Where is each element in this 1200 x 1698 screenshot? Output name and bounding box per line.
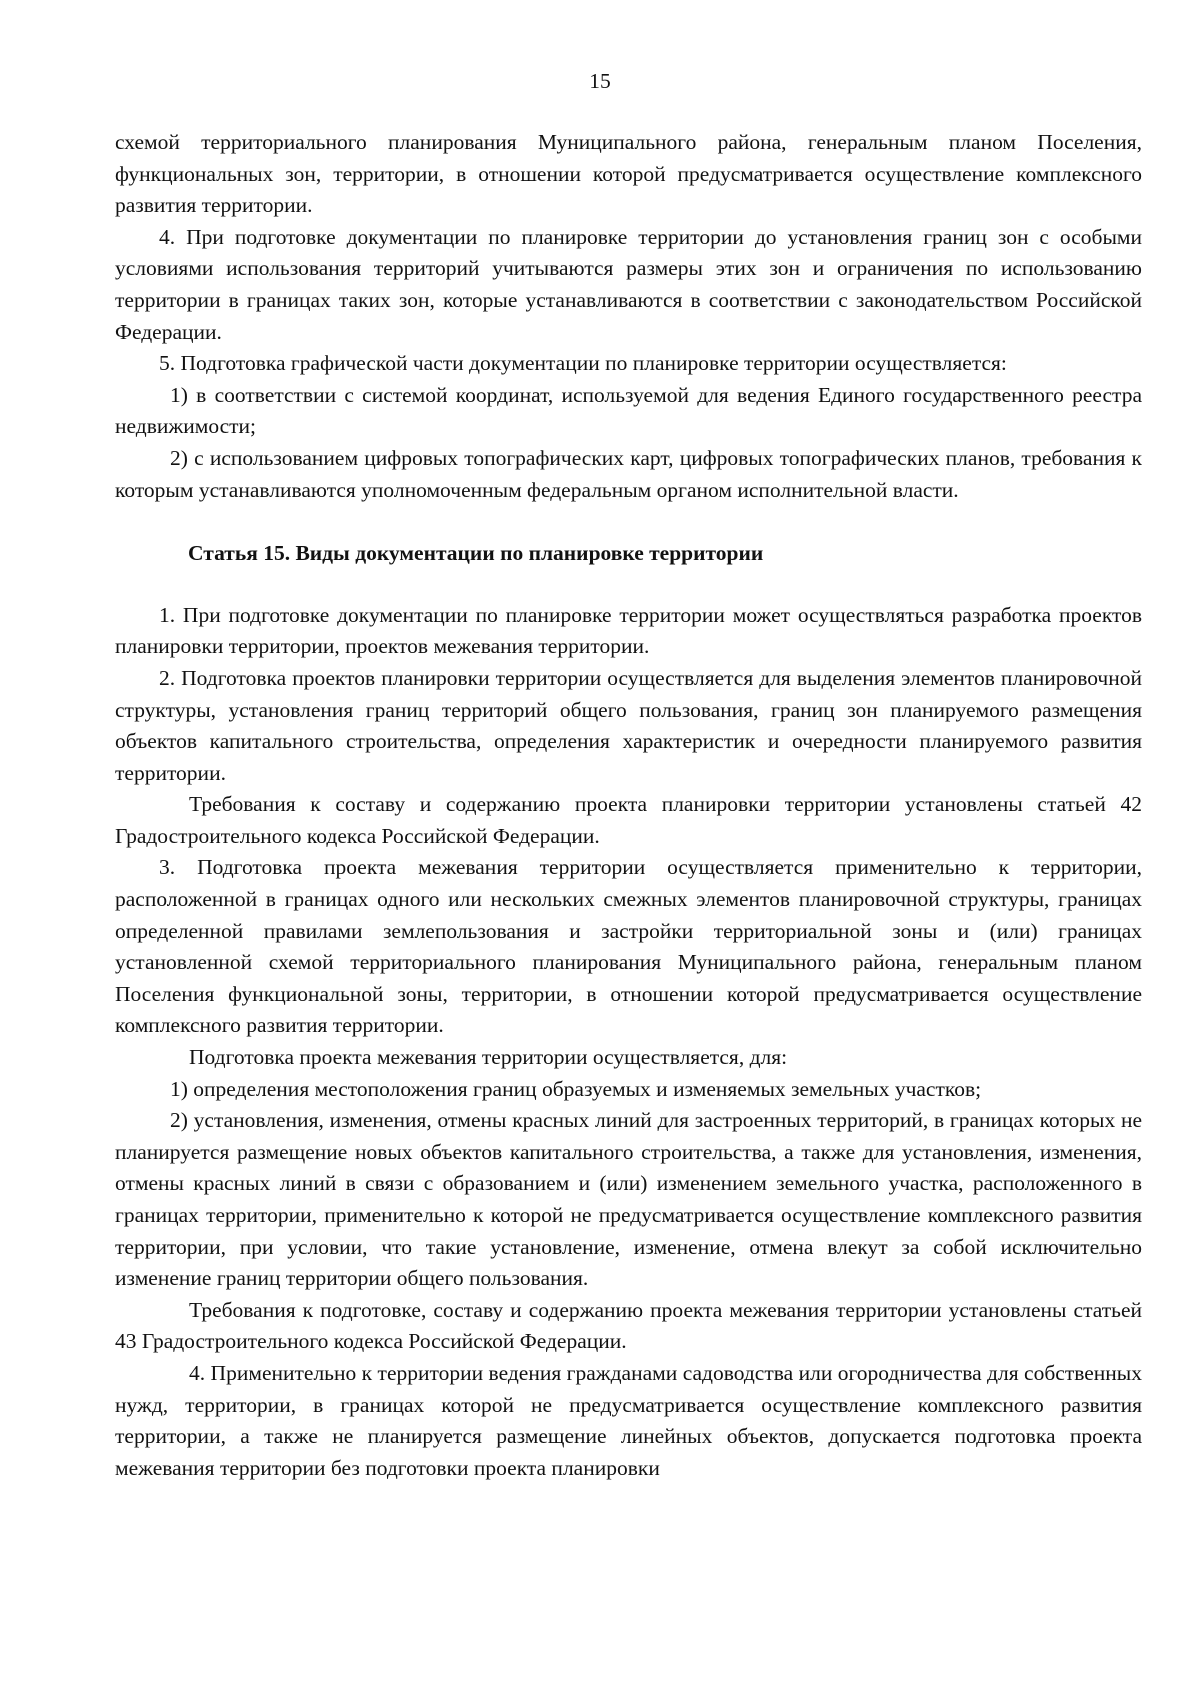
paragraph-item-3: 3. Подготовка проекта межевания территории осуществляется применительно к территории, расположенной в границах одного или нескольких смежных элементов планировочной структуры, границах определенной правилами землепользования и застройки территориальной зоны и (или) границах установленной схемой территориального планирования Муниципального района, генеральным планом Поселения функциональной зоны, территории, в отношении которой предусматривается осуществление комплексного развития территории. (115, 855, 1142, 1038)
paragraph-item-2: 2. Подготовка проектов планировки территории осуществляется для выделения элементов планировочной структуры, установления границ территорий общего пользования, границ зон планируемого размещения объектов капитального строительства, определения характеристик и очередности планируемого развития территории. (115, 665, 1142, 785)
subitem-1: 1) в соответствии с системой координат, используемой для ведения Единого государственного реестра недвижимости; (115, 382, 1142, 439)
paragraph-item-4: 4. Применительно к территории ведения гражданами садоводства или огородничества для собственных нужд, территории, в границах которой не предусматривается осуществление комплексного развития территории, а также не планируется размещение линейных объектов, допускается подготовка проекта межевания территории без подготовки проекта планировки (115, 1360, 1142, 1480)
paragraph-item-4: 4. При подготовке документации по планировке территории до установления границ зон с особыми условиями использования территорий учитываются размеры этих зон и ограничения по использованию территории в границах таких зон, которые устанавливаются в соответствии с законодательством Российской Федерации. (115, 224, 1142, 344)
subitem-2: 2) установления, изменения, отмены красных линий для застроенных территорий, в границах которых не планируется размещение новых объектов капитального строительства, а также для установления, изменения, отмены красных линий в связи с образованием и (или) изменением земельного участка, расположенного в границах территории, применительно к которой не предусматривается осуществление комплексного развития территории, при условии, что такие установление, изменение, отмена влекут за собой исключительно изменение границ территории общего пользования. (115, 1108, 1142, 1291)
paragraph-item-1: 1. При подготовке документации по планировке территории может осуществляться разработка проектов планировки территории, проектов межевания территории. (115, 602, 1142, 659)
page-number: 15 (589, 69, 611, 93)
paragraph-continuation: схемой территориального планирования Муниципального района, генеральным планом Поселения, функциональных зон, территории, в отношении которой предусматривается осуществление комплексного развития территории. (115, 130, 1142, 218)
paragraph-requirements-43: Требования к подготовке, составу и содержанию проекта межевания территории установлены статьей 43 Градостроительного кодекса Российской Федерации. (115, 1297, 1142, 1354)
article-heading: Статья 15. Виды документации по планировке территории (188, 541, 764, 566)
paragraph-item-5: 5. Подготовка графической части документации по планировке территории осуществляется: (159, 351, 1007, 376)
subitem-1: 1) определения местоположения границ образуемых и изменяемых земельных участков; (170, 1076, 982, 1101)
paragraph-requirements-42: Требования к составу и содержанию проекта планировки территории установлены статьей 42 Градостроительного кодекса Российской Федерации. (115, 792, 1142, 848)
subitem-2: 2) с использованием цифровых топографических карт, цифровых топографических планов, требования к которым устанавливаются уполномоченным федеральным органом исполнительной власти. (115, 445, 1142, 502)
paragraph-survey-purpose: Подготовка проекта межевания территории осуществляется, для: (189, 1045, 788, 1070)
document-body (115, 127, 1142, 1484)
